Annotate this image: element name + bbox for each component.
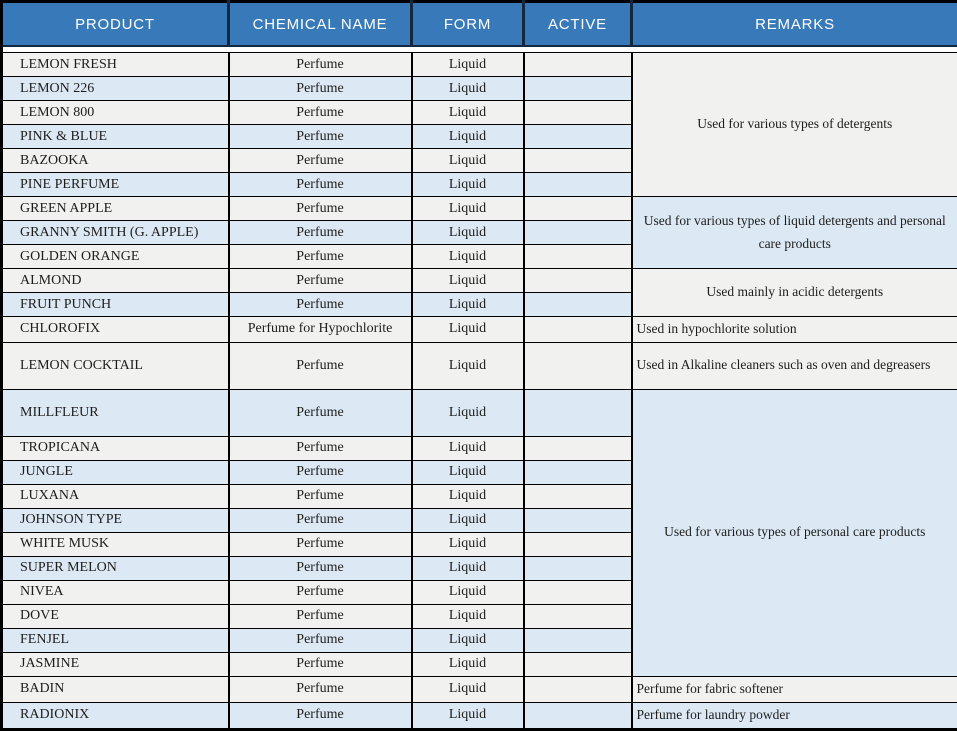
product-name-cell: TROPICANA xyxy=(2,436,229,460)
table-body xyxy=(2,53,957,730)
active-cell xyxy=(524,173,632,197)
chemical-name-cell: Perfume xyxy=(229,580,412,604)
remarks-cell: Used in Alkaline cleaners such as oven and degreasers xyxy=(632,342,957,389)
form-cell: Liquid xyxy=(412,173,524,197)
remarks-cell: Used for various types of detergents xyxy=(632,53,957,197)
chemical-name-cell: Perfume xyxy=(229,149,412,173)
form-cell: Liquid xyxy=(412,652,524,676)
product-name-cell: RADIONIX xyxy=(2,702,229,729)
form-cell: Liquid xyxy=(412,245,524,269)
column-header-active: ACTIVE xyxy=(524,2,632,47)
active-cell xyxy=(524,269,632,293)
form-cell: Liquid xyxy=(412,197,524,221)
column-header-chemical-name: CHEMICAL NAME xyxy=(229,2,412,47)
chemical-name-cell: Perfume xyxy=(229,101,412,125)
chemical-name-cell: Perfume xyxy=(229,269,412,293)
active-cell xyxy=(524,652,632,676)
product-name-cell: LEMON FRESH xyxy=(2,53,229,77)
active-cell xyxy=(524,53,632,77)
active-cell xyxy=(524,293,632,317)
active-cell xyxy=(524,676,632,702)
active-cell xyxy=(524,317,632,343)
table-row xyxy=(2,317,957,343)
chemical-name-cell: Perfume xyxy=(229,293,412,317)
product-name-cell: GRANNY SMITH (G. APPLE) xyxy=(2,221,229,245)
product-name-cell: GREEN APPLE xyxy=(2,197,229,221)
product-name-cell: JUNGLE xyxy=(2,460,229,484)
chemical-name-cell: Perfume xyxy=(229,125,412,149)
table-row xyxy=(2,342,957,389)
form-cell: Liquid xyxy=(412,101,524,125)
product-name-cell: FENJEL xyxy=(2,628,229,652)
form-cell: Liquid xyxy=(412,628,524,652)
chemical-name-cell: Perfume xyxy=(229,702,412,729)
form-cell: Liquid xyxy=(412,221,524,245)
form-cell: Liquid xyxy=(412,317,524,343)
form-cell: Liquid xyxy=(412,676,524,702)
chemical-name-cell: Perfume xyxy=(229,604,412,628)
active-cell xyxy=(524,508,632,532)
product-name-cell: ALMOND xyxy=(2,269,229,293)
chemical-name-cell: Perfume xyxy=(229,460,412,484)
form-cell: Liquid xyxy=(412,702,524,729)
product-name-cell: CHLOROFIX xyxy=(2,317,229,343)
chemical-name-cell: Perfume xyxy=(229,556,412,580)
product-name-cell: GOLDEN ORANGE xyxy=(2,245,229,269)
chemical-name-cell: Perfume xyxy=(229,628,412,652)
product-name-cell: SUPER MELON xyxy=(2,556,229,580)
active-cell xyxy=(524,460,632,484)
form-cell: Liquid xyxy=(412,436,524,460)
table-row xyxy=(2,269,957,293)
form-cell: Liquid xyxy=(412,342,524,389)
remarks-cell: Perfume for fabric softener xyxy=(632,676,957,702)
chemical-name-cell: Perfume xyxy=(229,221,412,245)
form-cell: Liquid xyxy=(412,460,524,484)
product-name-cell: LEMON 800 xyxy=(2,101,229,125)
product-name-cell: WHITE MUSK xyxy=(2,532,229,556)
active-cell xyxy=(524,604,632,628)
form-cell: Liquid xyxy=(412,508,524,532)
chemical-name-cell: Perfume for Hypochlorite xyxy=(229,317,412,343)
product-name-cell: MILLFLEUR xyxy=(2,389,229,436)
product-name-cell: LUXANA xyxy=(2,484,229,508)
chemical-name-cell: Perfume xyxy=(229,484,412,508)
form-cell: Liquid xyxy=(412,269,524,293)
active-cell xyxy=(524,342,632,389)
remarks-cell: Used in hypochlorite solution xyxy=(632,317,957,343)
product-name-cell: BAZOOKA xyxy=(2,149,229,173)
form-cell: Liquid xyxy=(412,532,524,556)
form-cell: Liquid xyxy=(412,293,524,317)
product-name-cell: NIVEA xyxy=(2,580,229,604)
column-header-form: FORM xyxy=(412,2,524,47)
product-name-cell: LEMON 226 xyxy=(2,77,229,101)
column-header-product: PRODUCT xyxy=(2,2,229,47)
active-cell xyxy=(524,484,632,508)
active-cell xyxy=(524,125,632,149)
chemical-name-cell: Perfume xyxy=(229,389,412,436)
product-name-cell: DOVE xyxy=(2,604,229,628)
active-cell xyxy=(524,389,632,436)
header-row xyxy=(2,2,957,47)
active-cell xyxy=(524,556,632,580)
form-cell: Liquid xyxy=(412,556,524,580)
active-cell xyxy=(524,221,632,245)
chemical-name-cell: Perfume xyxy=(229,652,412,676)
chemical-name-cell: Perfume xyxy=(229,173,412,197)
form-cell: Liquid xyxy=(412,53,524,77)
form-cell: Liquid xyxy=(412,484,524,508)
active-cell xyxy=(524,197,632,221)
active-cell xyxy=(524,149,632,173)
active-cell xyxy=(524,628,632,652)
table-header xyxy=(2,2,957,53)
product-name-cell: JOHNSON TYPE xyxy=(2,508,229,532)
active-cell xyxy=(524,101,632,125)
product-name-cell: LEMON COCKTAIL xyxy=(2,342,229,389)
active-cell xyxy=(524,77,632,101)
table-row xyxy=(2,197,957,221)
product-name-cell: BADIN xyxy=(2,676,229,702)
remarks-cell: Used mainly in acidic detergents xyxy=(632,269,957,317)
table-row xyxy=(2,676,957,702)
form-cell: Liquid xyxy=(412,604,524,628)
form-cell: Liquid xyxy=(412,149,524,173)
form-cell: Liquid xyxy=(412,580,524,604)
active-cell xyxy=(524,436,632,460)
remarks-cell: Perfume for laundry powder xyxy=(632,702,957,729)
remarks-cell: Used for various types of personal care products xyxy=(632,389,957,676)
chemical-name-cell: Perfume xyxy=(229,197,412,221)
product-name-cell: PINE PERFUME xyxy=(2,173,229,197)
chemical-name-cell: Perfume xyxy=(229,676,412,702)
form-cell: Liquid xyxy=(412,125,524,149)
chemical-name-cell: Perfume xyxy=(229,342,412,389)
column-header-remarks: REMARKS xyxy=(632,2,957,47)
active-cell xyxy=(524,580,632,604)
active-cell xyxy=(524,245,632,269)
chemical-name-cell: Perfume xyxy=(229,508,412,532)
chemical-name-cell: Perfume xyxy=(229,77,412,101)
product-name-cell: PINK & BLUE xyxy=(2,125,229,149)
chemical-name-cell: Perfume xyxy=(229,245,412,269)
remarks-cell: Used for various types of liquid detergents and personal care products xyxy=(632,197,957,269)
form-cell: Liquid xyxy=(412,77,524,101)
chemical-name-cell: Perfume xyxy=(229,532,412,556)
table-row xyxy=(2,53,957,77)
active-cell xyxy=(524,532,632,556)
product-name-cell: JASMINE xyxy=(2,652,229,676)
product-name-cell: FRUIT PUNCH xyxy=(2,293,229,317)
chemical-name-cell: Perfume xyxy=(229,53,412,77)
table-row xyxy=(2,389,957,436)
form-cell: Liquid xyxy=(412,389,524,436)
chemical-name-cell: Perfume xyxy=(229,436,412,460)
